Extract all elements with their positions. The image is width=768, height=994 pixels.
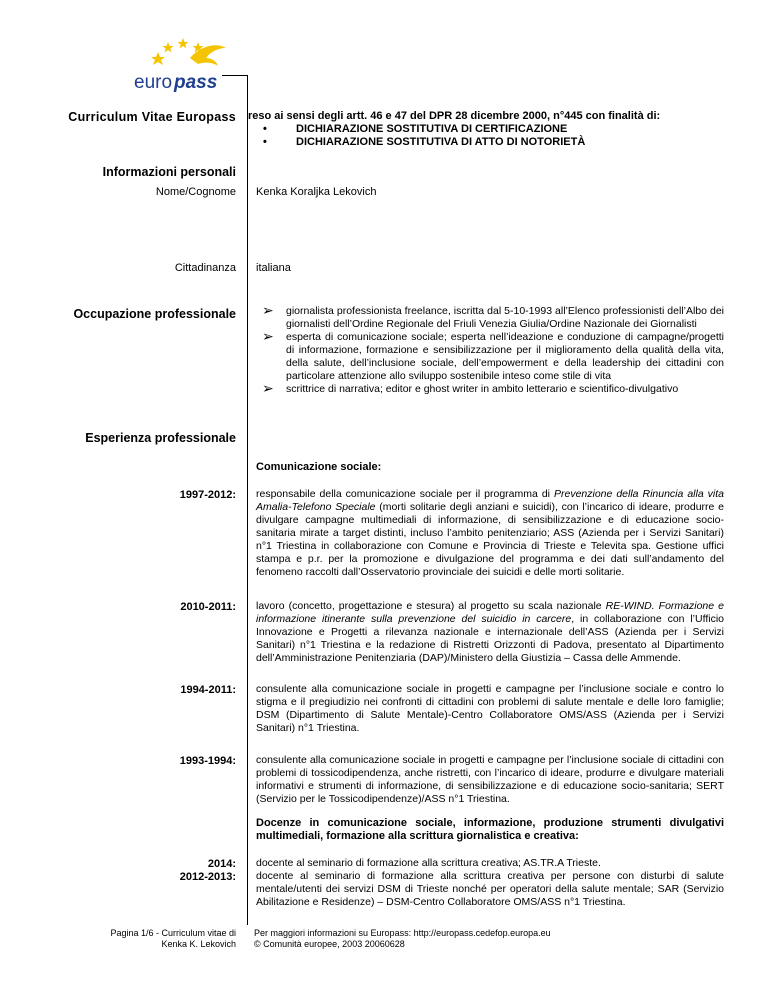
teaching-year: 2014: <box>207 858 236 870</box>
footer-page: Pagina 1/6 - Curriculum vitae di Kenka K. Lekovich <box>110 928 236 949</box>
experience-description: lavoro (concetto, progettazione e stesura) al progetto su scala nazionale RE-WIND. Formazione e informazione itinerante sulla prevenzione del suicidio in carcere, in collaborazione con l’Ufficio Innovazione e Progetti a rilevanza nazionale e internazionale dell’ASS (Azienda per i Servizi Sanitari) n°1 Triestina e la redazione di Ristretti Orizzonti di Padova, presentato al Dipartimento dell’Amministrazione Penitenziaria (DAP)/Ministero della Giustizia – Cassa delle Ammende. <box>256 600 724 664</box>
declaration-item: • DICHIARAZIONE SOSTITUTIVA DI ATTO DI NOTORIETÀ <box>263 136 586 148</box>
section-experience-title: Esperienza professionale <box>85 431 236 445</box>
section-occupation-title: Occupazione professionale <box>73 307 236 321</box>
header-intro <box>248 110 724 149</box>
experience-description: responsabile della comunicazione sociale per il programma di Prevenzione della Rinuncia alla vita Amalia-Telefono Speciale (morti solitarie degli anziani e suicidi), con l’incarico di ideare, produrre e divulgare campagne multimediali di informazione, di sensibilizzazione e di educazione socio-sanitaria mirate a target distinti, incluso l’ambito penitenziario; ASS (Azienda per i Servizi Sanitari) n°1 Triestina in collaborazione con Comune e Provincia di Trieste e Televita spa. Gestione uffici stampa e p.r. per la promozione e divulgazione del programma e dei dati sull’andamento del fenomeno raccolti dall’Osservatorio provinciale dei suicidi e delle morti solitarie. <box>256 488 724 578</box>
section-personal-title: Informazioni personali <box>102 165 236 179</box>
arrow-bullet-icon: ➢ <box>262 302 274 318</box>
cv-title: Curriculum Vitae Europass <box>68 110 236 124</box>
occupation-item: ➢ scrittrice di narrativa; editor e ghost writer in ambito letterario e scientifico-divulgativo <box>262 380 679 396</box>
subsection-social-communication: Comunicazione sociale: <box>256 461 382 473</box>
declaration-item: • DICHIARAZIONE SOSTITUTIVA DI CERTIFICAZIONE <box>263 123 568 135</box>
subsection-teaching: Docenze in comunicazione sociale, informazione, produzione strumenti divulgativi multimediali, formazione alla scrittura giornalistica e creativa: <box>256 817 724 842</box>
experience-description: consulente alla comunicazione sociale in progetti e campagne per l’inclusione sociale di cittadini con problemi di tossicodipendenza, anche ristretti, con l’incarico di ideare, produrre e divulgare materiali informativi e strumenti di informazione, di sensibilizzazione e di educazione socio-sanitaria; SERT (Servizio per le Tossicodipendenze)/ASS n°1 Triestina. <box>256 754 724 805</box>
europass-logo <box>128 28 248 98</box>
citizenship-value: italiana <box>256 262 291 274</box>
footer-info: Per maggiori informazioni su Europass: http://europass.cedefop.europa.eu © Comunità europee, 2003 20060628 <box>254 928 551 949</box>
citizenship-label: Cittadinanza <box>174 262 236 274</box>
europass-logo-icon <box>128 28 248 98</box>
experience-year: 1994-2011: <box>180 684 236 696</box>
svg-text:pass: pass <box>174 72 218 93</box>
experience-year: 1993-1994: <box>179 755 236 767</box>
teaching-year: 2012-2013: <box>179 871 236 883</box>
logo-divider <box>222 75 248 76</box>
occupation-list <box>256 302 724 396</box>
name-value: Kenka Koraljka Lekovich <box>256 186 377 198</box>
experience-year: 2010-2011: <box>180 601 236 613</box>
teaching-description: docente al seminario di formazione alla scrittura creativa; AS.TR.A Trieste. <box>256 857 601 869</box>
arrow-bullet-icon: ➢ <box>262 328 274 344</box>
intro-text: reso ai sensi degli artt. 46 e 47 del DPR 28 dicembre 2000, n°445 con finalità di: <box>248 110 661 122</box>
svg-text:euro: euro <box>134 72 173 93</box>
arrow-bullet-icon: ➢ <box>262 380 274 396</box>
name-label: Nome/Cognome <box>155 186 236 198</box>
occupation-item: ➢ giornalista professionista freelance, iscritta dal 5-10-1993 all’Elenco professionisti dell’Albo dei giornalisti dell’Ordine Regionale del Friuli Venezia Giulia/Ordine Nazionale dei Giornalisti <box>262 302 724 330</box>
experience-description: consulente alla comunicazione sociale in progetti e campagne per l’inclusione sociale e contro lo stigma e il pregiudizio nei confronti di cittadini con problemi di salute mentale e delle loro famiglie; DSM (Dipartimento di Salute Mentale)-Centro Collaboratore OMS/ASS (Azienda per i Servizi Sanitari) n°1 Triestina. <box>256 683 724 734</box>
experience-year: 1997-2012: <box>179 489 236 501</box>
teaching-description: docente al seminario di formazione alla scrittura creativa per persone con disturbi di salute mentale/utenti dei servizi DSM di Trieste nonché per operatori della salute mentale; SAR (Servizio Abilitazione e Residenze) – DSM-Centro Collaboratore OMS/ASS n°1 Triestina. <box>256 870 724 908</box>
vertical-divider <box>247 75 248 925</box>
occupation-item: ➢ esperta di comunicazione sociale; esperta nell’ideazione e conduzione di campagne/progetti di informazione, formazione e sensibilizzazione per il miglioramento della qualità della vita, della salute, dell’inclusione sociale, dell’empowerment e della leadership dei cittadini con particolare attenzione allo sviluppo sostenibile inteso come stile di vita <box>262 328 724 382</box>
